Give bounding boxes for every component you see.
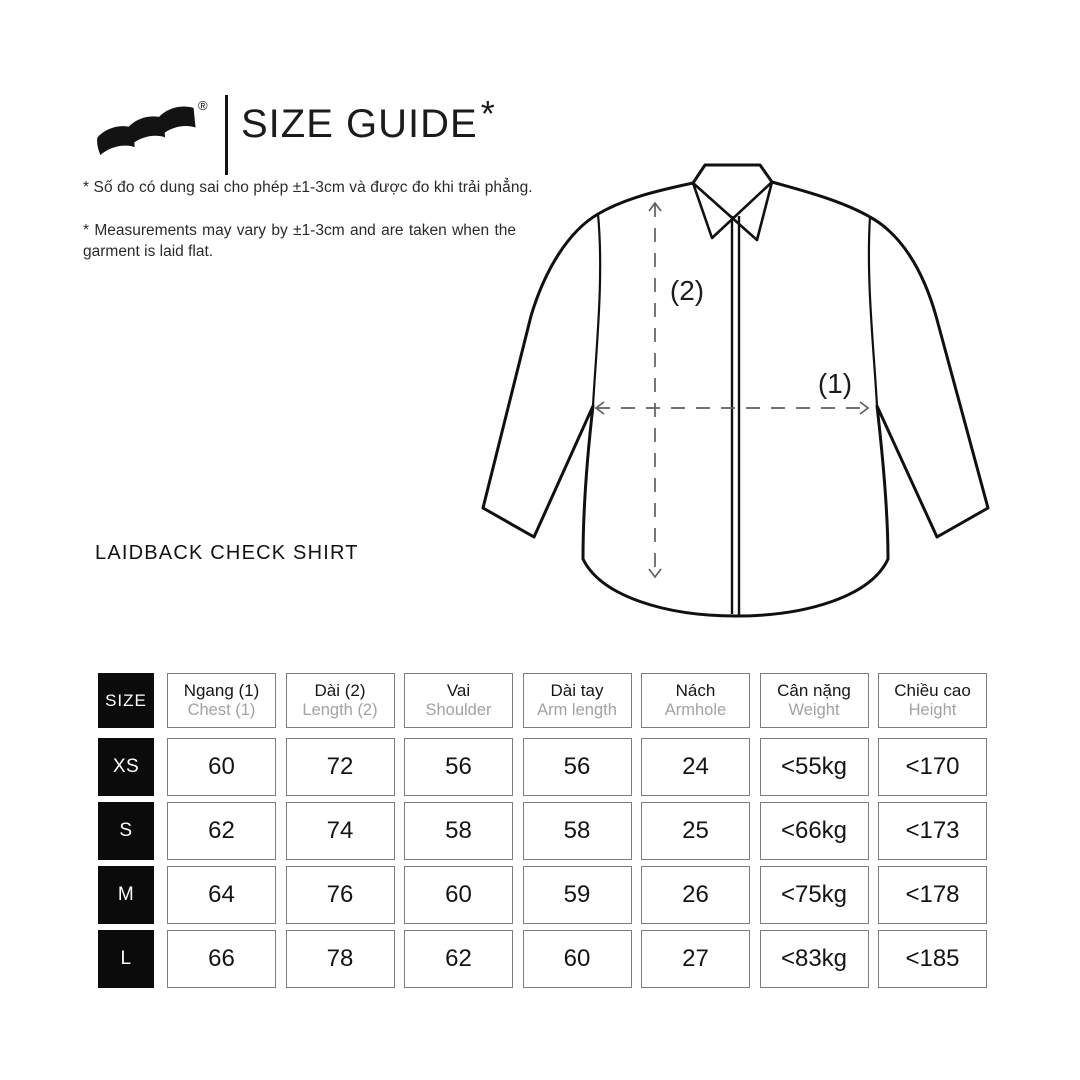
page-title	[241, 93, 496, 148]
note-vietnamese: * Số đo có dung sai cho phép ±1-3cm và được đo khi trải phẳng.	[83, 179, 533, 196]
measurement-cell	[641, 930, 750, 988]
measurement-cell	[286, 802, 395, 860]
measurement-cell	[167, 738, 276, 796]
column-header-cell	[523, 673, 632, 728]
measurement-cell	[404, 930, 513, 988]
measurement-value: 27	[682, 945, 709, 972]
measurement-value: <173	[905, 817, 960, 844]
measurement-cell	[404, 866, 513, 924]
measurement-cell	[760, 866, 869, 924]
product-name: LAIDBACK CHECK SHIRT	[95, 542, 359, 564]
column-header-vi: Dài (2)	[314, 681, 366, 700]
column-header-vi: Ngang (1)	[183, 681, 260, 700]
size-table-row	[98, 738, 987, 796]
size-label-cell	[98, 866, 154, 924]
size-label-cell	[98, 802, 154, 860]
measurement-cell	[523, 930, 632, 988]
registered-trademark: ®	[198, 98, 208, 113]
measurement-value: 62	[208, 817, 235, 844]
size-table-header-row	[98, 673, 987, 728]
measurement-cell	[167, 866, 276, 924]
measurement-cell	[167, 802, 276, 860]
column-header-en: Chest (1)	[187, 701, 256, 719]
measurement-value: 25	[682, 817, 709, 844]
measurement-value: 74	[326, 817, 354, 844]
column-header-en: Length (2)	[302, 701, 378, 719]
measurement-value: 76	[326, 881, 354, 908]
measurement-value: <170	[905, 753, 960, 780]
shirt-measurement-diagram	[475, 150, 1015, 630]
measurement-cell	[760, 930, 869, 988]
measurement-cell	[523, 866, 632, 924]
measurement-cell	[523, 802, 632, 860]
column-header-en: Armhole	[664, 701, 727, 719]
measurement-cell	[641, 738, 750, 796]
measurement-cell	[878, 738, 987, 796]
size-table-row	[98, 930, 987, 988]
title-asterisk: *	[480, 93, 496, 134]
measurement-cell	[523, 738, 632, 796]
size-corner-label: SIZE	[105, 690, 147, 710]
column-header-en: Shoulder	[425, 701, 492, 719]
column-header-cell	[760, 673, 869, 728]
measurement-value: 56	[445, 753, 472, 780]
shirt-outline	[483, 165, 988, 616]
measurement-cell	[878, 802, 987, 860]
size-label-text: S	[119, 820, 133, 841]
measurement-value: <66kg	[780, 817, 848, 844]
measurement-value: 26	[682, 881, 709, 908]
measurement-value: 58	[445, 817, 472, 844]
measurement-value: 60	[445, 881, 472, 908]
measurement-value: 72	[326, 753, 354, 780]
size-table-row	[98, 802, 987, 860]
measurement-value: 78	[326, 945, 354, 972]
brand-wave-logo-icon	[97, 104, 196, 155]
measurement-cell	[641, 802, 750, 860]
measurement-value: 62	[445, 945, 472, 972]
column-header-vi: Nách	[675, 681, 716, 700]
measurement-cell	[878, 866, 987, 924]
measurement-value: 64	[208, 881, 235, 908]
measurement-value: 56	[563, 753, 591, 780]
column-header-cell	[878, 673, 987, 728]
column-header-vi: Dài tay	[550, 681, 604, 700]
length-measure-label: (2)	[669, 275, 705, 306]
measurement-value: 66	[208, 945, 235, 972]
measurement-value: <178	[905, 881, 960, 908]
header-divider	[225, 95, 228, 175]
size-label-text: L	[120, 948, 132, 969]
column-header-vi: Chiều cao	[894, 681, 971, 700]
column-header-en: Arm length	[537, 701, 617, 719]
page-title-text: SIZE GUIDE	[241, 102, 478, 146]
measurement-value: <75kg	[780, 881, 848, 908]
measurement-value: 60	[563, 945, 591, 972]
size-label-cell	[98, 738, 154, 796]
measurement-cell	[878, 930, 987, 988]
column-header-vi: Vai	[446, 681, 471, 700]
measurement-cell	[404, 802, 513, 860]
measurement-value: 60	[208, 753, 235, 780]
column-header-en: Height	[908, 701, 957, 719]
measurement-value: <55kg	[780, 753, 848, 780]
measurement-value: 59	[563, 881, 591, 908]
size-table-row	[98, 866, 987, 924]
size-corner-cell	[98, 673, 154, 728]
measurement-cell	[760, 738, 869, 796]
column-header-cell	[286, 673, 395, 728]
column-header-en: Weight	[788, 701, 840, 719]
column-header-cell	[641, 673, 750, 728]
measurement-cell	[404, 738, 513, 796]
note-english: * Measurements may vary by ±1-3cm and are taken when the garment is laid flat.	[83, 222, 516, 260]
measurement-cell	[760, 802, 869, 860]
size-label-cell	[98, 930, 154, 988]
measurement-cell	[167, 930, 276, 988]
column-header-vi: Cân nặng	[777, 681, 851, 700]
measurement-cell	[286, 930, 395, 988]
measurement-cell	[286, 738, 395, 796]
measurement-value: 58	[563, 817, 591, 844]
width-measure-label: (1)	[817, 368, 853, 399]
measurement-value: <185	[905, 945, 960, 972]
size-label-text: M	[117, 884, 135, 905]
measurement-cell	[641, 866, 750, 924]
column-header-cell	[404, 673, 513, 728]
measurement-value: 24	[682, 753, 709, 780]
measurement-value: <83kg	[780, 945, 848, 972]
size-label-text: XS	[112, 756, 140, 777]
size-table	[98, 673, 987, 994]
measurement-cell	[286, 866, 395, 924]
column-header-cell	[167, 673, 276, 728]
